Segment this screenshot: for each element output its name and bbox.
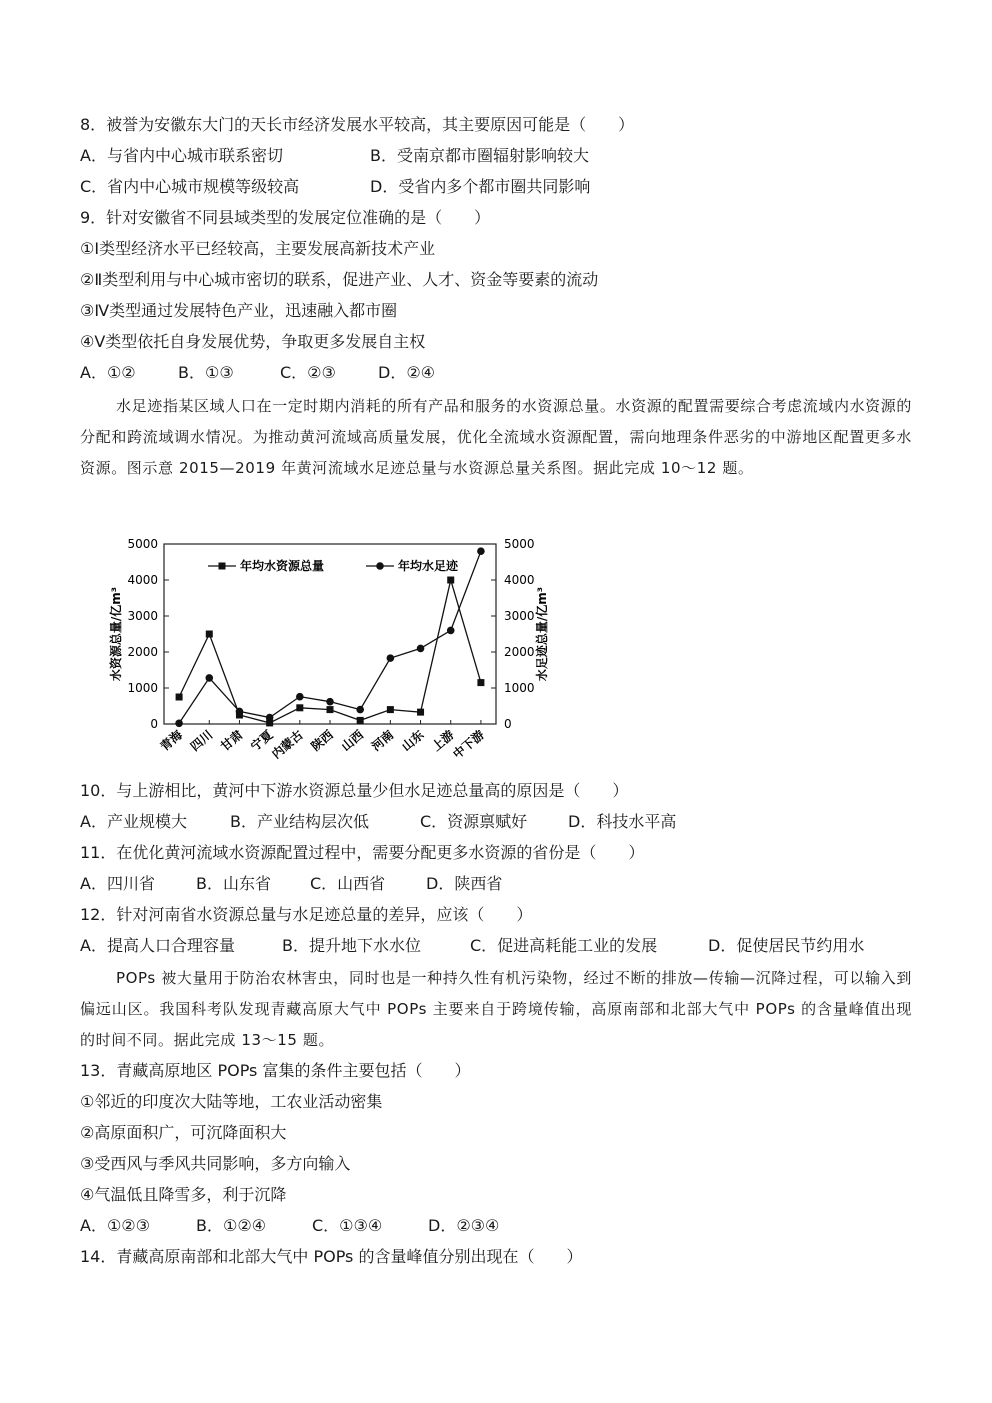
series-point-square: [176, 694, 183, 701]
series-point-square: [357, 717, 364, 724]
x-category-label: 上游: [429, 727, 457, 754]
series-point-circle: [387, 654, 395, 662]
left-axis-title: 水资源总量/亿m³: [109, 586, 123, 682]
q14-stem: 14．青藏高原南部和北部大气中 POPs 的含量峰值分别出现在（ ）: [80, 1247, 583, 1266]
series-point-square: [206, 631, 213, 638]
right-tick-label: 3000: [504, 609, 535, 623]
q11-option-c: C．山西省: [310, 874, 386, 893]
q13-statement-3: ③受西风与季风共同影响，多方向输入: [80, 1154, 351, 1173]
q13-option-c: C．①③④: [312, 1216, 383, 1235]
left-tick-label: 5000: [127, 537, 158, 551]
q11-stem: 11．在优化黄河流域水资源配置过程中，需要分配更多水资源的省份是（ ）: [80, 843, 645, 862]
right-tick-label: 4000: [504, 573, 535, 587]
series-point-circle: [477, 547, 485, 555]
left-tick-label: 4000: [127, 573, 158, 587]
x-category-label: 山东: [399, 727, 427, 754]
q11-options: [80, 873, 502, 895]
water-chart: [100, 520, 549, 770]
q9-statement-3: ③Ⅳ类型通过发展特色产业，迅速融入都市圈: [80, 301, 398, 320]
q13-stem: 13．青藏高原地区 POPs 富集的条件主要包括（ ）: [80, 1061, 471, 1080]
legend-marker-circle: [376, 562, 384, 570]
q10-options: [80, 811, 676, 833]
series-point-circle: [266, 714, 274, 722]
q8-option-b: B．受南京都市圈辐射影响较大: [370, 146, 589, 165]
q10-option-a: A．产业规模大: [80, 812, 187, 831]
left-tick-label: 3000: [127, 609, 158, 623]
q13-statement-1: ①邻近的印度次大陆等地，工农业活动密集: [80, 1092, 383, 1111]
left-tick-label: 1000: [127, 681, 158, 695]
q10-option-d: D．科技水平高: [568, 812, 677, 831]
q13-statement-2: ②高原面积广，可沉降面积大: [80, 1123, 287, 1142]
q9-statement-4: ④Ⅴ类型依托自身发展优势，争取更多发展自主权: [80, 332, 426, 351]
q9-option-a: A．①②: [80, 363, 136, 382]
series-point-square: [327, 706, 334, 713]
series-point-square: [387, 706, 394, 713]
x-category-label: 河南: [368, 727, 397, 754]
q11-option-d: D．陕西省: [426, 874, 503, 893]
q12-stem: 12．针对河南省水资源总量与水足迹总量的差异，应该（ ）: [80, 905, 533, 924]
x-category-label: 宁夏: [248, 727, 276, 754]
q8-options-row1: [80, 145, 589, 167]
q13-option-a: A．①②③: [80, 1216, 150, 1235]
q9-statement-2: ②Ⅱ类型利用与中心城市密切的联系，促进产业、人才、资金等要素的流动: [80, 270, 599, 289]
x-category-label: 四川: [187, 727, 216, 754]
legend-label: 年均水资源总量: [240, 559, 325, 573]
q9-stem: 9．针对安徽省不同县域类型的发展定位准确的是（ ）: [80, 208, 491, 227]
legend-marker-square: [219, 563, 226, 570]
q9-statement-1: ①Ⅰ类型经济水平已经较高，主要发展高新技术产业: [80, 239, 436, 258]
series-point-square: [447, 577, 454, 584]
q12-option-b: B．提升地下水水位: [282, 936, 421, 955]
x-category-label: 甘肃: [217, 727, 246, 754]
q8-option-d: D．受省内多个都市圈共同影响: [370, 177, 591, 196]
q10-option-c: C．资源禀赋好: [420, 812, 528, 831]
series-point-circle: [417, 645, 425, 653]
q13-options: [80, 1215, 499, 1237]
x-category-label: 青海: [157, 727, 186, 754]
series-point-square: [296, 704, 303, 711]
q10-option-b: B．产业结构层次低: [230, 812, 369, 831]
q11-option-b: B．山东省: [196, 874, 271, 893]
series-point-circle: [296, 693, 304, 701]
passage-pops-text: POPs 被大量用于防治农林害虫，同时也是一种持久性有机污染物，经过不断的排放—传输—沉降过程，可以输入到偏远山区。我国科考队发现青藏高原大气中 POPs 主要来自于跨境传输，高原南部和北部大气中 POPs 的含量峰值出现的时间不同。据此完成 13～15 题。: [80, 969, 912, 1049]
right-tick-label: 2000: [504, 645, 535, 659]
passage-water-footprint-text: 水足迹指某区域人口在一定时期内消耗的所有产品和服务的水资源总量。水资源的配置需要综合考虑流域内水资源的分配和跨流域调水情况。为推动黄河流域高质量发展，优化全流域水资源配置，需向地理条件恶劣的中游地区配置更多水资源。图示意 2015—2019 年黄河流域水足迹总量与水资源总量关系图。据此完成 10～12 题。: [80, 397, 912, 477]
q12-option-d: D．促使居民节约用水: [708, 936, 865, 955]
series-line-2: [179, 551, 481, 723]
right-tick-label: 1000: [504, 681, 535, 695]
q8-option-c: C．省内中心城市规模等级较高: [80, 177, 300, 196]
x-category-label: 陕西: [308, 727, 336, 754]
x-category-label: 内蒙古: [269, 727, 306, 762]
x-category-label: 山西: [338, 727, 367, 754]
left-tick-label: 2000: [127, 645, 158, 659]
water-chart-svg: [100, 520, 549, 770]
q13-statement-4: ④气温低且降雪多，利于沉降: [80, 1185, 287, 1204]
right-axis-title: 水足迹总量/亿m³: [535, 586, 549, 682]
series-point-square: [417, 709, 424, 716]
series-point-circle: [326, 698, 334, 706]
series-point-circle: [236, 708, 244, 716]
passage-pops: [80, 963, 912, 1056]
series-point-circle: [447, 627, 455, 635]
q8-stem: 8．被誉为安徽东大门的天长市经济发展水平较高，其主要原因可能是（ ）: [80, 115, 635, 134]
series-point-circle: [205, 674, 213, 682]
q9-option-b: B．①③: [178, 363, 234, 382]
q8-option-a: A．与省内中心城市联系密切: [80, 146, 283, 165]
series-point-circle: [356, 706, 364, 714]
q12-option-c: C．促进高耗能工业的发展: [470, 936, 658, 955]
series-point-circle: [175, 719, 183, 727]
q9-options: [80, 362, 435, 384]
right-tick-label: 0: [504, 717, 512, 731]
series-point-square: [477, 679, 484, 686]
q8-options-row2: [80, 176, 590, 198]
q11-option-a: A．四川省: [80, 874, 155, 893]
q13-option-b: B．①②④: [196, 1216, 267, 1235]
q13-option-d: D．②③④: [428, 1216, 500, 1235]
q9-option-d: D．②④: [378, 363, 436, 382]
legend-label: 年均水足迹: [398, 559, 459, 573]
passage-water-footprint: [80, 391, 912, 484]
q12-options: [80, 935, 864, 957]
q9-option-c: C．②③: [280, 363, 336, 382]
q12-option-a: A．提高人口合理容量: [80, 936, 235, 955]
x-category-label: 中下游: [450, 727, 487, 762]
q10-stem: 10．与上游相比，黄河中下游水资源总量少但水足迹总量高的原因是（ ）: [80, 781, 629, 800]
right-tick-label: 5000: [504, 537, 535, 551]
left-tick-label: 0: [150, 717, 158, 731]
